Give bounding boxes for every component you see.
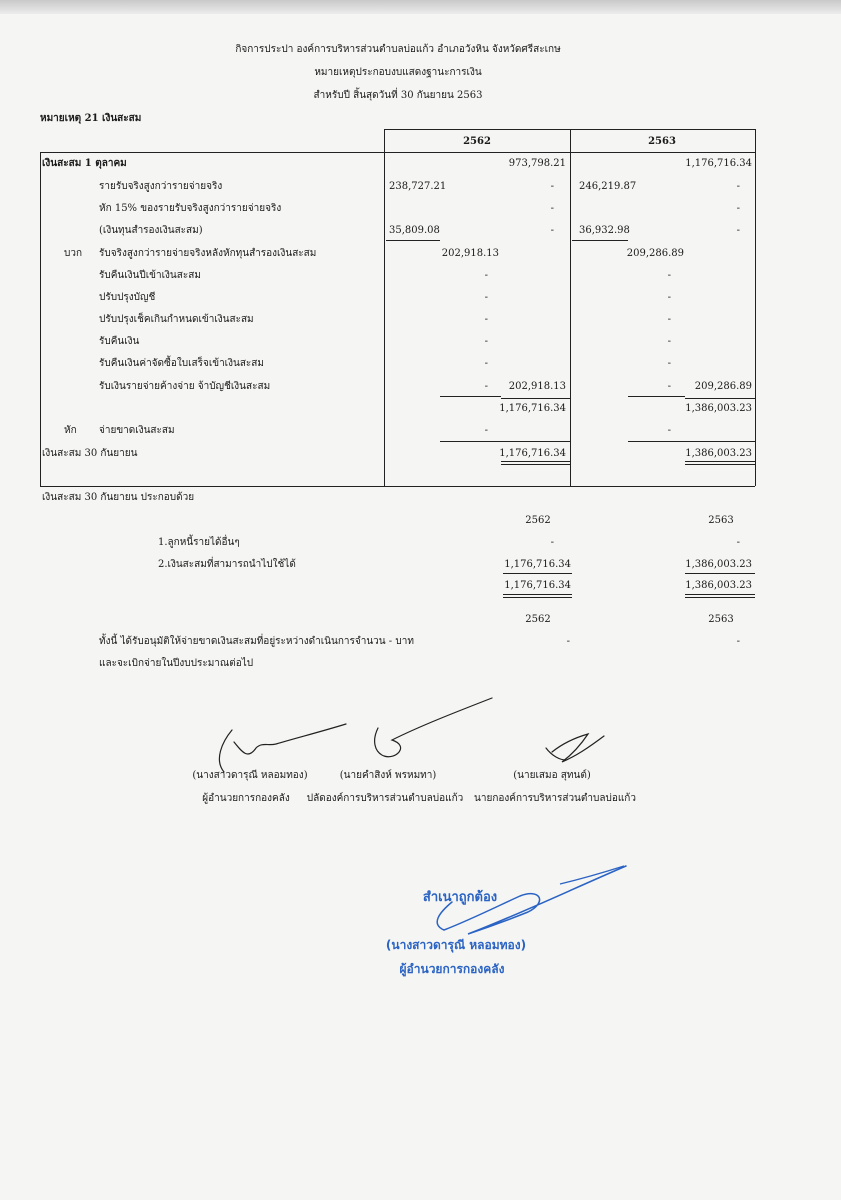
row-label: รับจริงสูงกว่ารายจ่ายจริงหลังหักทุนสำรองเงินสะสม: [99, 248, 317, 259]
row-mid-2563: -: [667, 270, 671, 281]
subtotal-2563: 1,386,003.23: [685, 403, 752, 414]
header-line-3: สำหรับปี สิ้นสุดวันที่ 30 กันยายน 2563: [313, 90, 483, 101]
approval-col-2562: 2562: [525, 614, 551, 625]
composition-col-2563: 2563: [708, 515, 734, 526]
row-value-2562-detail: 238,727.21: [389, 181, 447, 192]
row-mid-2562: -: [484, 336, 488, 347]
row-mid-2562: -: [484, 381, 488, 392]
row-value-2562: -: [550, 181, 554, 192]
row-label: รับเงินรายจ่ายค้างจ่าย จ้าบัญชีเงินสะสม: [99, 381, 271, 392]
composition-item-label: 2.เงินสะสมที่สามารถนำไปใช้ได้: [158, 559, 296, 570]
row-total-2563: 209,286.89: [694, 381, 752, 392]
approval-line-1: ทั้งนี้ ได้รับอนุมัติให้จ่ายขาดเงินสะสมที่อยู่ระหว่างดำเนินการจำนวน - บาท: [99, 636, 414, 647]
row-label: ปรับปรุงบัญชี: [99, 292, 156, 303]
row-label: รับคืนเงิน: [99, 336, 140, 347]
row-mid-2562: -: [484, 292, 488, 303]
approval-line-2: และจะเบิกจ่ายในปีงบประมาณต่อไป: [99, 658, 254, 669]
header-line-2: หมายเหตุประกอบงบแสดงฐานะการเงิน: [314, 67, 482, 78]
row-mid-2563: -: [667, 292, 671, 303]
opening-balance-2563: 1,176,716.34: [685, 158, 752, 169]
approval-col-2563: 2563: [708, 614, 734, 625]
composition-total-2562: 1,176,716.34: [504, 580, 571, 591]
row-total-2562: 202,918.13: [508, 381, 566, 392]
closing-balance-label: เงินสะสม 30 กันยายน: [42, 448, 138, 459]
row-mid-2563: 209,286.89: [626, 248, 684, 259]
row-value-2563: -: [736, 203, 740, 214]
column-header-2562: 2562: [463, 136, 491, 147]
add-prefix: บวก: [64, 248, 83, 259]
row-label: รับคืนเงินค่าจัดซื้อใบเสร็จเข้าเงินสะสม: [99, 358, 264, 369]
row-value-2563: -: [736, 225, 740, 236]
row-mid-2563: -: [667, 314, 671, 325]
signatory-name: (นางสาวดารุณี หลอมทอง): [192, 770, 308, 781]
composition-total-2563: 1,386,003.23: [685, 580, 752, 591]
composition-col-2562: 2562: [525, 515, 551, 526]
row-label: (เงินทุนสำรองเงินสะสม): [99, 225, 203, 236]
composition-item-2563: 1,386,003.23: [685, 559, 752, 570]
row-mid-2562: 202,918.13: [441, 248, 499, 259]
row-mid-2563: -: [667, 336, 671, 347]
composition-item-2562: -: [550, 537, 554, 548]
row-value-2562-detail: 35,809.08: [389, 225, 440, 236]
signatory-name: (นายเสมอ สุทนต์): [513, 770, 591, 781]
row-label: หัก 15% ของรายรับจริงสูงกว่ารายจ่ายจริง: [99, 203, 282, 214]
closing-balance-2563: 1,386,003.23: [685, 448, 752, 459]
closing-balance-2562: 1,176,716.34: [499, 448, 566, 459]
row-mid-2563: -: [667, 358, 671, 369]
row-value-2563-detail: 36,932.98: [579, 225, 630, 236]
subtotal-2562: 1,176,716.34: [499, 403, 566, 414]
row-mid-2563: -: [667, 381, 671, 392]
less-prefix: หัก: [64, 425, 77, 436]
composition-item-2563: -: [736, 537, 740, 548]
composition-title: เงินสะสม 30 กันยายน ประกอบด้วย: [42, 492, 195, 503]
composition-item-2562: 1,176,716.34: [504, 559, 571, 570]
row-label: รับคืนเงินปีเข้าเงินสะสม: [99, 270, 201, 281]
less-value-2562: -: [484, 425, 488, 436]
opening-balance-label: เงินสะสม 1 ตุลาคม: [42, 158, 127, 169]
row-label: ปรับปรุงเช็คเกินกำหนดเข้าเงินสะสม: [99, 314, 254, 325]
less-value-2563: -: [667, 425, 671, 436]
signatory-title: ผู้อำนวยการกองคลัง: [202, 793, 290, 804]
row-value-2563-detail: 246,219.87: [579, 181, 637, 192]
row-value-2562: -: [550, 203, 554, 214]
row-value-2563: -: [736, 181, 740, 192]
approval-value-2563: -: [736, 636, 740, 647]
note-title: หมายเหตุ 21 เงินสะสม: [40, 113, 142, 124]
row-mid-2562: -: [484, 358, 488, 369]
column-header-2563: 2563: [648, 136, 676, 147]
row-mid-2562: -: [484, 314, 488, 325]
opening-balance-2562: 973,798.21: [508, 158, 566, 169]
signatory-name: (นายคำสิงห์ พรหมทา): [339, 770, 437, 781]
row-mid-2562: -: [484, 270, 488, 281]
stamp-line-1: สำเนาถูกต้อง: [422, 890, 498, 905]
signatory-title: ปลัดองค์การบริหารส่วนตำบลบ่อแก้ว: [306, 793, 464, 804]
stamp-line-3: ผู้อำนวยการกองคลัง: [399, 962, 505, 976]
approval-value-2562: -: [566, 636, 570, 647]
row-label: จ่ายขาดเงินสะสม: [99, 425, 175, 436]
stamp-line-2: (นางสาวดารุณี หลอมทอง): [385, 938, 527, 952]
header-line-1: กิจการประปา องค์การบริหารส่วนตำบลบ่อแก้ว อำเภอวังหิน จังหวัดศรีสะเกษ: [235, 44, 561, 55]
signatory-title: นายกองค์การบริหารส่วนตำบลบ่อแก้ว: [474, 793, 636, 804]
row-value-2562: -: [550, 225, 554, 236]
row-label: รายรับจริงสูงกว่ารายจ่ายจริง: [99, 181, 223, 192]
composition-item-label: 1.ลูกหนี้รายได้อื่นๆ: [158, 537, 240, 548]
